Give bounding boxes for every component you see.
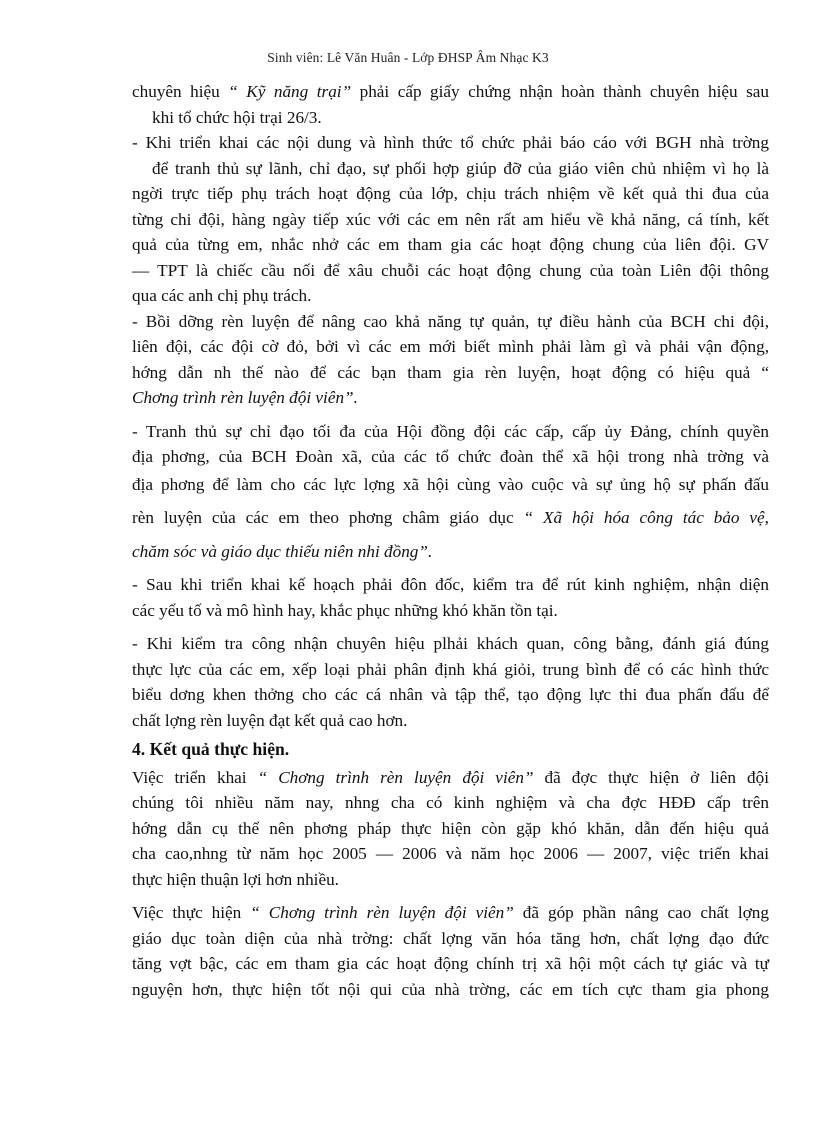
text-line: - Khi kiểm tra công nhận chuyên hiệu plhải khách quan, công bằng, đánh giá đúng — [132, 634, 769, 653]
text-line: liên đội, các đội cờ đỏ, bởi vì các em mới biết mình phải làm gì và phải vận động, — [132, 337, 769, 356]
quoted-term: “ Chơng trình rèn luyện đội viên” — [257, 767, 534, 787]
text-line: - Sau khi triển khai kế hoạch phải đôn đốc, kiểm tra để rút kinh nghiệm, nhận diện — [132, 575, 769, 594]
text-line: khi tổ chức hội trại 26/3. — [152, 107, 322, 127]
quoted-term: “ Chơng trình rèn luyện đội viên” — [250, 903, 514, 922]
text-line: hớng dẫn nh thế nào để các bạn tham gia rèn luyện, hoạt động có hiệu quả “ — [132, 362, 769, 382]
text-line: chuyên hiệu “ Kỹ năng trại” phải cấp giấy chứng nhận hoàn thành chuyên hiệu sau — [132, 82, 769, 101]
text-line: Việc triển khai “ Chơng trình rèn luyện đội viên” đã đợc thực hiện ở liên đội — [132, 767, 770, 787]
text-line: cha cao,nhng từ năm học 2005 — 2006 và năm học 2006 — 2007, việc triển khai — [132, 844, 769, 863]
quoted-term: “ Xã hội hóa công tác bảo vệ, — [523, 508, 769, 527]
document-body — [132, 79, 769, 1002]
quoted-term: “ Kỹ năng trại” — [228, 82, 352, 101]
text-line: địa phơng, của BCH Đoàn xã, của các tổ chức đoàn thể xã hội trong nhà trờng và — [132, 447, 769, 466]
text-line: - Bồi dỡng rèn luyện để nâng cao khả năng tự quản, tự điều hành của BCH chi đội, — [132, 311, 769, 331]
text-line: - Khi triển khai các nội dung và hình thức tổ chức phải báo cáo với BGH nhà trờng — [132, 133, 769, 152]
text-line: hớng dẫn cụ thể nên phơng pháp thực hiện còn gặp khó khăn, dẫn đến hiệu quả — [132, 818, 769, 838]
text-line: quả của từng em, nhắc nhở các em tham gia các hoạt động chung của liên đội. GV — [132, 235, 769, 254]
text-line: chất lợng rèn luyện đạt kết quả cao hơn. — [132, 710, 408, 730]
page-header: Sinh viên: Lê Văn Huân - Lớp ĐHSP Âm Nhạc K3 — [267, 50, 549, 65]
text-line: thực lực của các em, xếp loại phải phân định khá giỏi, trung bình để có các hình thức — [132, 659, 769, 679]
text-line: địa phơng để làm cho các lực lợng xã hội cùng vào cuộc và sự ủng hộ sự phấn đấu — [132, 474, 769, 494]
text-line: chăm sóc và giáo dục thiếu niên nhi đồng”. — [132, 541, 433, 561]
text-line: Chơng trình rèn luyện đội viên”. — [132, 388, 358, 407]
text-line: tăng vợt bậc, các em tham gia các hoạt động chính trị xã hội một cách tự giác và tự — [132, 954, 769, 973]
text-line: để tranh thủ sự lãnh, chỉ đạo, sự phối hợp giúp đỡ của giáo viên chủ nhiệm vì họ là — [152, 158, 769, 178]
section-heading: 4. Kết quả thực hiện. — [132, 739, 290, 759]
text-line: Việc thực hiện “ Chơng trình rèn luyện đội viên” đã góp phần nâng cao chất lợng — [132, 903, 769, 922]
text-line: rèn luyện của các em theo phơng châm giáo dục “ Xã hội hóa công tác bảo vệ, — [132, 508, 769, 527]
text-line: - Tranh thủ sự chỉ đạo tối đa của Hội đồng đội các cấp, cấp ủy Đảng, chính quyền — [132, 421, 769, 441]
text-line: các yếu tố và mô hình hay, khắc phục những khó khăn tồn tại. — [132, 600, 558, 620]
text-line: thực hiện thuận lợi hơn nhiều. — [132, 869, 339, 889]
text-line: biểu dơng khen thởng cho các cá nhân và tập thể, tạo động lực thi đua phấn đấu để — [132, 685, 769, 704]
text-line: — TPT là chiếc cầu nối để xâu chuỗi các hoạt động chung của toàn Liên đội thông — [132, 260, 769, 280]
text-line: giáo dục toàn diện của nhà trờng: chất lợng văn hóa tăng hơn, chất lợng đạo đức — [132, 928, 769, 948]
text-line: ngời trực tiếp phụ trách hoạt động của lớp, chịu trách nhiệm về kết quả thi đua của — [132, 184, 769, 203]
text-line: từng chi đội, hàng ngày tiếp xúc với các em nên rất am hiểu về khả năng, cá tính, kết — [132, 209, 769, 229]
text-line: chúng tôi nhiều năm nay, nhng cha có kinh nghiệm và cha đợc HĐĐ cấp trên — [132, 793, 769, 812]
text-line: nguyện hơn, thực hiện tốt nội qui của nhà trờng, các em tích cực tham gia phong — [132, 979, 769, 999]
text-line: qua các anh chị phụ trách. — [132, 286, 312, 305]
